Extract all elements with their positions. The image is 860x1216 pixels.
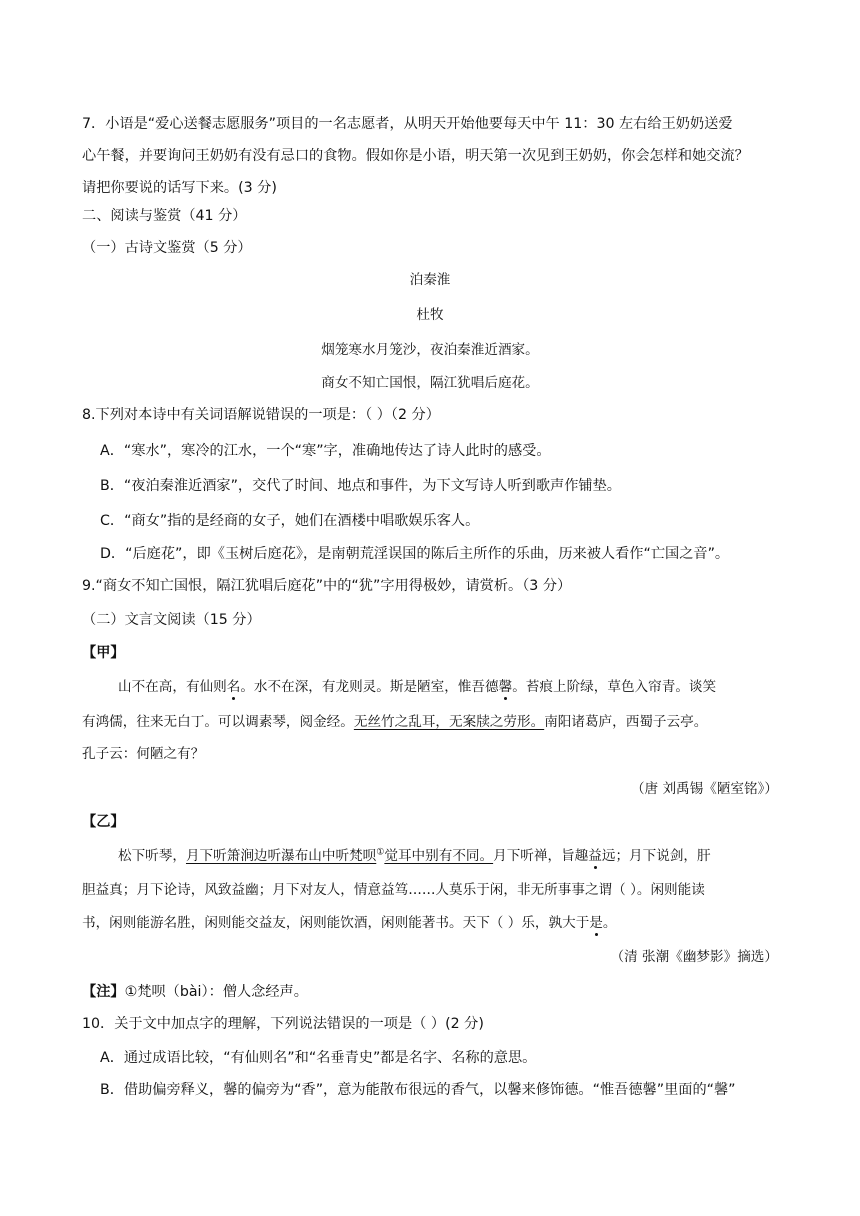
passage-jia-line-1 [118, 677, 716, 697]
passage-yi-line-2: 胆益真；月下论诗，风致益幽；月下对友人，情意益笃……人莫乐于闲，非无所事事之谓（ ）。闲则能读 [82, 882, 705, 898]
passage-yi-source: （清 张潮《幽梦影》摘选） [610, 949, 778, 965]
dotted-char: 是 [589, 915, 603, 931]
passage-yi-line-1 [118, 846, 711, 866]
dotted-char: 益 [588, 848, 602, 864]
jia-text: 山不在高，有仙则 [118, 679, 227, 695]
yi-text: 。 [602, 915, 617, 931]
jia-text: 。水不在深，有龙则灵。斯是陋室，惟吾德 [240, 679, 499, 695]
poem-line-2: 商女不知亡国恨，隔江犹唱后庭花。 [321, 375, 539, 391]
q7-line-2: 心午餐，并要询问王奶奶有没有忌口的食物。假如你是小语，明天第一次见到王奶奶，你会怎样和她交流？ [82, 148, 749, 164]
underlined-sentence: 无丝竹之乱耳，无案牍之劳形。 [353, 714, 545, 730]
jia-text: 南阳诸葛庐，西蜀子云亭。 [544, 714, 708, 730]
passage-jia-label: 【甲】 [82, 645, 125, 661]
q8-option-c: C．“商女”指的是经商的女子，她们在酒楼中唱歌娱乐客人。 [100, 513, 480, 529]
underlined-sentence: 觉耳中别有不同。 [384, 848, 494, 864]
part-2-title: （二）文言文阅读（15 分） [82, 612, 261, 628]
q10-stem: 10．关于文中加点字的理解，下列说法错误的一项是（ ）(2 分) [82, 1016, 484, 1032]
q7-line-1: 7．小语是“爱心送餐志愿服务”项目的一名志愿者，从明天开始他要每天中午 11：30 左右给王奶奶送爱 [82, 116, 733, 132]
poem-line-1: 烟笼寒水月笼沙，夜泊秦淮近酒家。 [321, 342, 539, 358]
q8-option-d: D．“后庭花”，即《玉树后庭花》，是南朝荒淫误国的陈后主所作的乐曲，历来被人看作“亡国之音”。 [100, 546, 730, 562]
footnote-label: 【注】 [82, 984, 125, 1000]
footnote-text: ①梵呗（bài）：僧人念经声。 [124, 984, 308, 1000]
passage-jia-line-2 [82, 712, 707, 732]
passage-jia-line-3: 孔子云：何陋之有？ [82, 746, 205, 762]
yi-text: 月下听禅，旨趣 [493, 848, 589, 864]
q8-option-a: A．“寒水”，寒冷的江水，一个“寒”字，准确地传达了诗人此时的感受。 [100, 443, 551, 459]
q10-option-b: B．借助偏旁释义，馨的偏旁为“香”，意为能散布很远的香气，以馨来修饰德。“惟吾德馨”里面的“馨” [100, 1082, 736, 1098]
jia-text: 有鸿儒，往来无白丁。可以调素琴，阅金经。 [82, 714, 354, 730]
dotted-char: 馨 [498, 679, 513, 695]
passage-yi-line-3 [82, 913, 616, 933]
underlined-sentence: 月下听箫涧边听瀑布山中听梵呗 [185, 848, 377, 864]
footnote-marker: ① [376, 847, 385, 858]
q7-line-3: 请把你要说的话写下来。(3 分) [82, 180, 277, 196]
dotted-char: 名 [226, 679, 241, 695]
q10-option-a: A．通过成语比较，“有仙则名”和“名垂青史”都是名字、名称的意思。 [100, 1050, 537, 1066]
yi-text: 书，闲则能游名胜，闲则能交益友，闲则能饮酒，闲则能著书。天下（ ）乐，孰大于 [82, 915, 590, 931]
footnote [82, 982, 308, 1002]
part-1-title: （一）古诗文鉴赏（5 分） [82, 240, 252, 256]
q8-stem: 8.下列对本诗中有关词语解说错误的一项是：（ ）（2 分） [82, 407, 440, 423]
poem-title: 泊秦淮 [409, 272, 451, 288]
q9-stem: 9.“商女不知亡国恨，隔江犹唱后庭花”中的“犹”字用得极妙，请赏析。（3 分） [82, 578, 572, 594]
poem-author: 杜牧 [416, 307, 444, 323]
passage-jia-source: （唐 刘禹锡《陋室铭》） [630, 781, 778, 797]
jia-text: 。苔痕上阶绿，草色入帘青。谈笑 [512, 679, 717, 695]
q8-option-b: B．“夜泊秦淮近酒家”，交代了时间、地点和事件，为下文写诗人听到歌声作铺垫。 [100, 478, 621, 494]
yi-text: 松下听琴， [118, 848, 186, 864]
yi-text: 远；月下说剑，肝 [601, 848, 711, 864]
section-2-title: 二、阅读与鉴赏（41 分） [82, 208, 247, 224]
passage-yi-label: 【乙】 [82, 814, 125, 830]
